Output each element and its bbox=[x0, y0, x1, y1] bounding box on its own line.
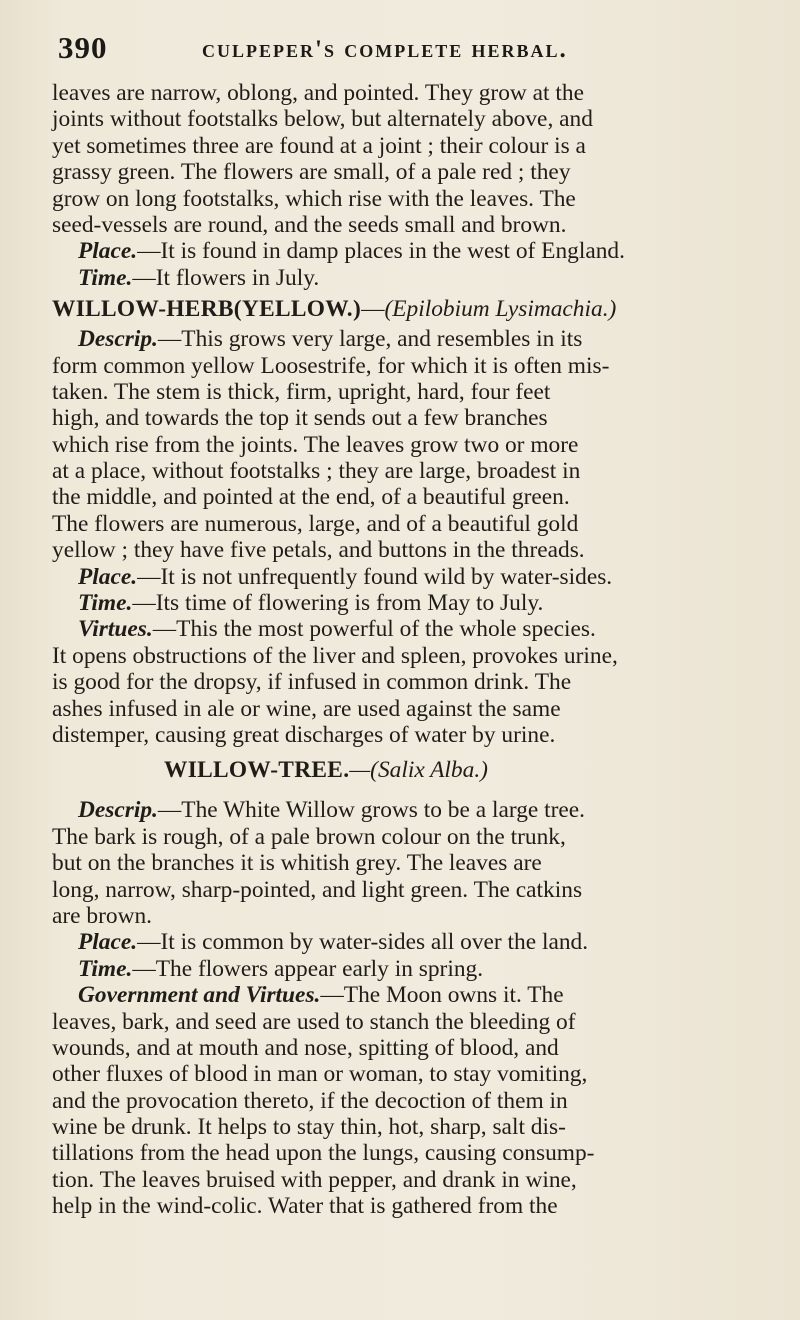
descrip-label: Descrip. bbox=[78, 797, 158, 824]
descrip-label: Descrip. bbox=[78, 326, 158, 353]
text-line: form common yellow Loosestrife, for which it is often mis- bbox=[52, 352, 610, 379]
place-text: —It is common by water-sides all over the land. bbox=[137, 929, 589, 956]
text-line: grow on long footstalks, which rise with the leaves. The bbox=[52, 185, 576, 212]
government-label: Government and Virtues. bbox=[78, 982, 321, 1009]
text-line: ashes infused in ale or wine, are used against the same bbox=[52, 695, 561, 722]
text-line: but on the branches it is whitish grey. The leaves are bbox=[52, 850, 542, 877]
place-paragraph bbox=[52, 564, 772, 590]
place-label: Place. bbox=[78, 563, 138, 590]
descrip-paragraph bbox=[52, 797, 772, 823]
text-line: the middle, and pointed at the end, of a beautiful green. bbox=[52, 484, 570, 511]
text-line: —The White Willow grows to be a large tree. bbox=[157, 797, 586, 824]
text-line: The bark is rough, of a pale brown colour on the trunk, bbox=[52, 823, 566, 850]
text-line: yellow ; they have five petals, and buttons in the threads. bbox=[52, 537, 585, 564]
time-label: Time. bbox=[78, 264, 133, 291]
virtues-label: Virtues. bbox=[78, 616, 153, 643]
government-paragraph bbox=[52, 982, 772, 1008]
place-text: —It is not unfrequently found wild by water-sides. bbox=[137, 563, 613, 590]
text-line: yet sometimes three are found at a joint ; their colour is a bbox=[52, 132, 586, 159]
text-line: is good for the dropsy, if infused in common drink. The bbox=[52, 669, 572, 696]
text-line: and the provocation thereto, if the decoction of them in bbox=[52, 1087, 568, 1114]
running-head: culpeper's complete herbal. bbox=[202, 36, 568, 63]
place-paragraph bbox=[52, 238, 772, 264]
text-line: which rise from the joints. The leaves grow two or more bbox=[52, 431, 579, 458]
text-line: grassy green. The flowers are small, of a pale red ; they bbox=[52, 159, 571, 186]
place-paragraph bbox=[52, 929, 772, 955]
place-label: Place. bbox=[78, 929, 138, 956]
text-line: other fluxes of blood in man or woman, to stay vomiting, bbox=[52, 1061, 588, 1088]
descrip-paragraph bbox=[52, 326, 772, 352]
text-line: —This grows very large, and resembles in its bbox=[157, 326, 583, 353]
time-text: —It flowers in July. bbox=[132, 264, 320, 291]
text-line: It opens obstructions of the liver and spleen, provokes urine, bbox=[52, 642, 618, 669]
text-line: taken. The stem is thick, firm, upright, hard, four feet bbox=[52, 378, 551, 405]
text-line: at a place, without footstalks ; they are large, broadest in bbox=[52, 458, 581, 485]
text-line: The flowers are numerous, large, and of a beautiful gold bbox=[52, 510, 579, 537]
place-text: —It is found in damp places in the west of England. bbox=[137, 238, 625, 265]
virtues-paragraph bbox=[52, 616, 772, 642]
page-number: 390 bbox=[58, 30, 108, 65]
entry-name: WILLOW-HERB(YELLOW.) bbox=[52, 296, 362, 323]
entry-latin-name: (Epilobium Lysimachia.) bbox=[384, 296, 617, 323]
time-text: —The flowers appear early in spring. bbox=[132, 955, 484, 982]
time-label: Time. bbox=[78, 955, 133, 982]
text-line: high, and towards the top it sends out a few branches bbox=[52, 405, 548, 432]
text-line: wounds, and at mouth and nose, spitting of blood, and bbox=[52, 1034, 559, 1061]
text-line: seed-vessels are round, and the seeds small and brown. bbox=[52, 211, 567, 238]
text-line: help in the wind-colic. Water that is gathered from the bbox=[52, 1193, 558, 1220]
text-line: distemper, causing great discharges of water by urine. bbox=[52, 721, 556, 748]
text-line: leaves, bark, and seed are used to stanch the bleeding of bbox=[52, 1008, 576, 1035]
text-line: long, narrow, sharp-pointed, and light green. The catkins bbox=[52, 876, 583, 903]
body-text bbox=[52, 80, 772, 1220]
time-text: —Its time of flowering is from May to July. bbox=[132, 590, 544, 617]
time-paragraph bbox=[52, 590, 772, 616]
page-header bbox=[52, 30, 752, 74]
text-line: tillations from the head upon the lungs, causing consump- bbox=[52, 1140, 595, 1167]
text-line: are brown. bbox=[52, 902, 153, 929]
entry-dash: — bbox=[361, 296, 385, 323]
time-paragraph bbox=[52, 956, 772, 982]
entry-name: WILLOW-TREE. bbox=[164, 757, 350, 784]
text-line: —This the most powerful of the whole species. bbox=[152, 616, 596, 643]
time-paragraph bbox=[52, 265, 772, 291]
text-line: wine be drunk. It helps to stay thin, hot, sharp, salt dis- bbox=[52, 1114, 566, 1141]
entry-latin-name: —(Salix Alba.) bbox=[349, 757, 488, 784]
time-label: Time. bbox=[78, 590, 133, 617]
text-line: leaves are narrow, oblong, and pointed. They grow at the bbox=[52, 80, 584, 106]
entry-heading-willow-tree bbox=[52, 754, 772, 787]
text-line: joints without footstalks below, but alternately above, and bbox=[52, 106, 593, 133]
place-label: Place. bbox=[78, 238, 138, 265]
text-line: —The Moon owns it. The bbox=[320, 982, 564, 1009]
entry-heading-willow-herb bbox=[52, 293, 772, 326]
text-line: tion. The leaves bruised with pepper, and drank in wine, bbox=[52, 1166, 577, 1193]
